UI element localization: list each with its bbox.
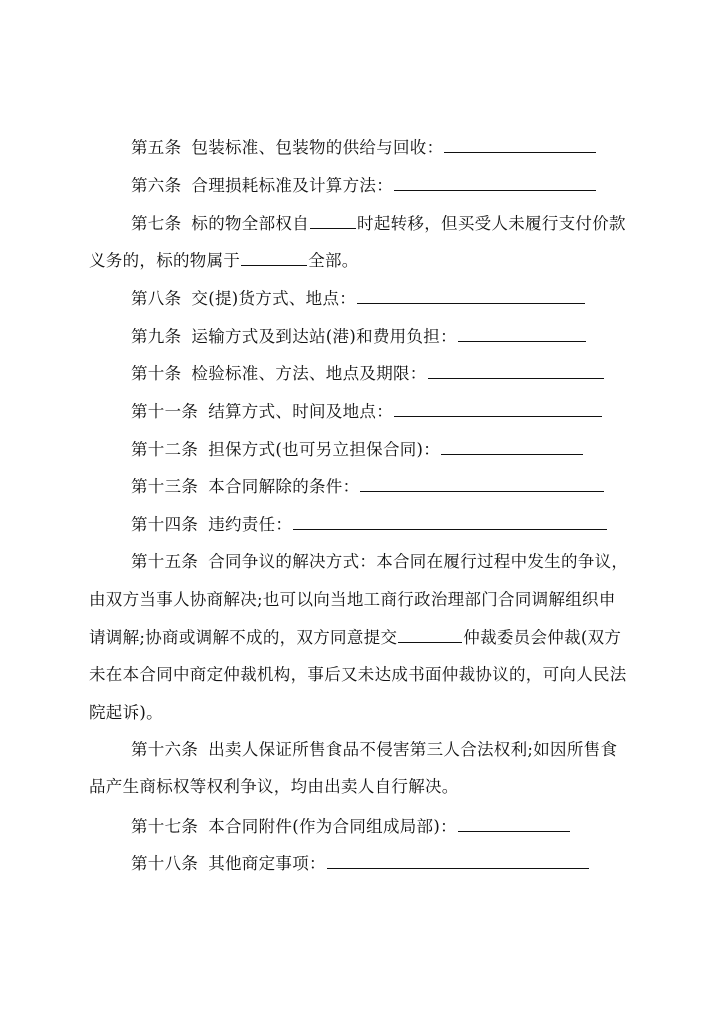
article-number: 第十六条 (131, 740, 199, 759)
fill-blank (327, 853, 589, 869)
article-number: 第九条 (131, 327, 182, 346)
article-10 (131, 363, 605, 384)
fill-blank (293, 514, 607, 530)
article-12 (131, 439, 584, 460)
article-number: 第十七条 (131, 817, 199, 836)
article-15-line-4 (89, 665, 627, 685)
article-17 (131, 816, 571, 837)
fill-blank (241, 250, 307, 266)
article-15-line-2 (89, 590, 616, 610)
article-number: 第十八条 (131, 854, 199, 873)
fill-blank (360, 476, 604, 492)
article-text: 其他商定事项： (208, 854, 326, 873)
fill-blank (394, 401, 602, 417)
fill-blank (458, 326, 586, 342)
article-number: 第十四条 (131, 515, 199, 534)
article-9 (131, 326, 587, 347)
article-text: 本合同解除的条件： (208, 477, 360, 496)
fill-blank (310, 213, 356, 229)
fill-blank (444, 137, 596, 153)
fill-blank (428, 363, 604, 379)
article-text: 违约责任： (208, 515, 293, 534)
article-number: 第五条 (131, 138, 182, 157)
article-number: 第十二条 (131, 440, 199, 459)
article-text: 标的物全部权自 (191, 214, 310, 233)
article-text: 义务的，标的物属于 (89, 251, 241, 270)
article-number: 第十五条 (131, 552, 199, 571)
article-7 (131, 213, 626, 234)
article-5 (131, 137, 597, 158)
fill-blank (398, 627, 462, 643)
article-text: 担保方式(也可另立担保合同)： (208, 440, 441, 459)
article-text: 合同争议的解决方式：本合同在履行过程中发生的争议， (208, 552, 629, 571)
article-text: 未在本合同中商定仲裁机构，事后又未达成书面仲裁协议的，可向人民法 (89, 665, 627, 684)
article-text: 出卖人保证所售食品不侵害第三人合法权利;如因所售食 (208, 740, 618, 759)
fill-blank (394, 175, 596, 191)
article-text: 仲裁委员会仲裁(双方 (463, 628, 622, 647)
article-text: 时起转移，但买受人未履行支付价款 (357, 214, 626, 233)
article-text: 合理损耗标准及计算方法： (191, 176, 394, 195)
article-number: 第七条 (131, 214, 182, 233)
article-text: 请调解;协商或调解不成的，双方同意提交 (89, 628, 398, 647)
article-text: 检验标准、方法、地点及期限： (191, 364, 427, 383)
article-text: 运输方式及到达站(港)和费用负担： (191, 327, 457, 346)
article-8 (131, 288, 586, 309)
article-number: 第六条 (131, 176, 182, 195)
article-number: 第十三条 (131, 477, 199, 496)
article-text: 本合同附件(作为合同组成局部)： (208, 817, 457, 836)
article-14 (131, 514, 608, 535)
article-15-line-5 (89, 703, 163, 723)
article-7-continued (89, 250, 359, 271)
article-18 (131, 853, 590, 874)
fill-blank (357, 288, 585, 304)
fill-blank (458, 816, 570, 832)
article-text: 全部。 (308, 251, 359, 270)
article-text: 品产生商标权等权利争议，均由出卖人自行解决。 (89, 777, 459, 796)
article-number: 第十条 (131, 364, 182, 383)
article-text: 由双方当事人协商解决;也可以向当地工商行政治理部门合同调解组织申 (89, 590, 616, 609)
article-15 (131, 552, 628, 572)
article-text: 包装标准、包装物的供给与回收： (191, 138, 444, 157)
article-text: 院起诉)。 (89, 703, 163, 722)
fill-blank (441, 439, 583, 455)
article-15-line-3 (89, 627, 621, 648)
article-6 (131, 175, 597, 196)
article-13 (131, 476, 605, 497)
article-text: 结算方式、时间及地点： (208, 402, 394, 421)
article-number: 第十一条 (131, 402, 199, 421)
article-11 (131, 401, 603, 422)
article-16 (131, 740, 617, 760)
article-16-line-2 (89, 777, 459, 797)
article-number: 第八条 (131, 289, 182, 308)
article-text: 交(提)货方式、地点： (191, 289, 357, 308)
